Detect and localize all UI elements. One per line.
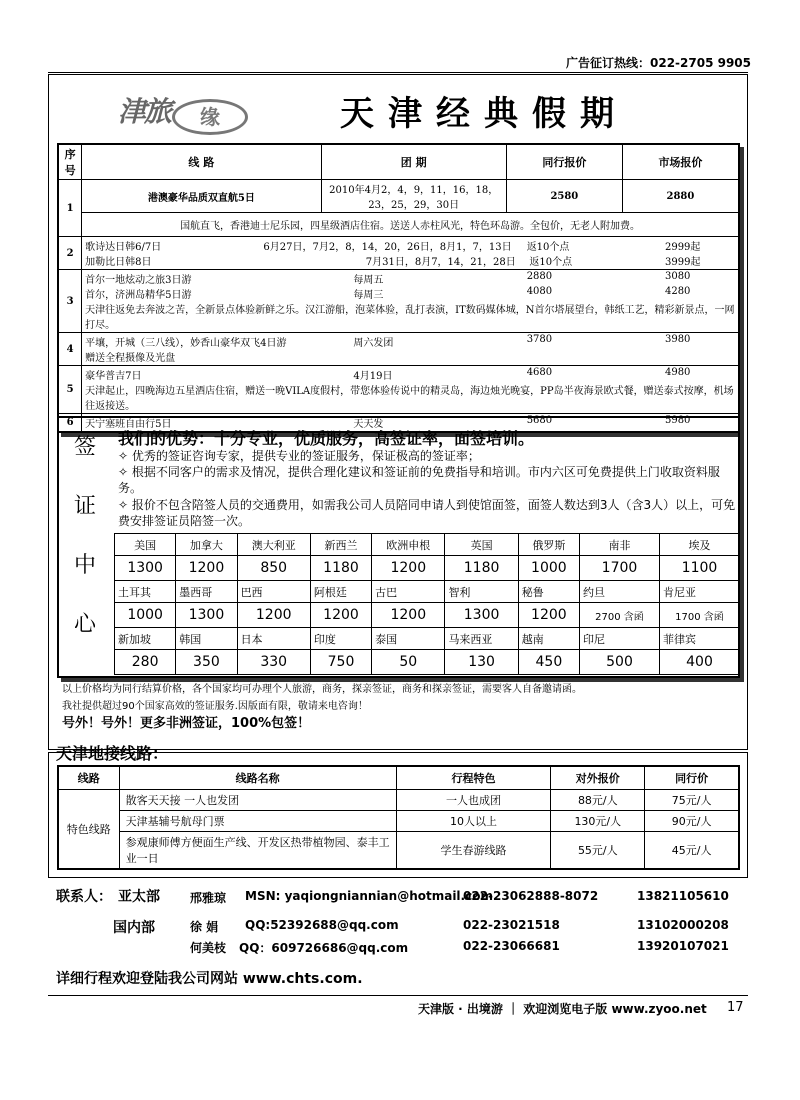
diamond-icon: ✧ bbox=[118, 498, 129, 512]
col-peer-price: 同行报价 bbox=[506, 144, 622, 180]
diamond-icon: ✧ bbox=[118, 465, 129, 479]
contact-im[interactable]: QQ:52392688@qq.com bbox=[245, 918, 399, 932]
visa-price: 1180 bbox=[445, 556, 518, 581]
visa-price: 1000 bbox=[115, 603, 176, 628]
tour-dates: 2010年4月2，4，9，11，16，18，23，25，29，30日 bbox=[321, 180, 506, 213]
visa-price: 1300 bbox=[445, 603, 518, 628]
tour-sub-line bbox=[85, 334, 735, 349]
visa-country: 智利 bbox=[445, 581, 518, 603]
local-row bbox=[58, 790, 739, 811]
website-line[interactable]: 详细行程欢迎登陆我公司网站 www.chts.com. bbox=[56, 971, 363, 987]
tour-route: 平壤，开城（三八线），妙香山豪华双飞4日游 bbox=[85, 338, 287, 349]
visa-country: 俄罗斯 bbox=[518, 534, 579, 556]
visa-price: 330 bbox=[237, 650, 310, 675]
visa-country-row bbox=[115, 628, 740, 650]
col-name: 线路名称 bbox=[119, 766, 396, 790]
contact-name: 徐 娟 bbox=[190, 920, 219, 934]
visa-country: 巴西 bbox=[237, 581, 310, 603]
contacts-label: 联系人： bbox=[56, 889, 112, 905]
visa-price: 1100 bbox=[659, 556, 739, 581]
diamond-icon: ✧ bbox=[118, 449, 129, 463]
local-peer: 90元/人 bbox=[645, 811, 739, 832]
visa-price: 280 bbox=[115, 650, 176, 675]
tour-multi-line bbox=[82, 237, 739, 270]
visa-bullet bbox=[118, 448, 738, 464]
contact-tel: 022-23066681 bbox=[463, 939, 560, 953]
col-line: 线路 bbox=[58, 766, 119, 790]
visa-country: 越南 bbox=[518, 628, 579, 650]
tour-market-price: 2880 bbox=[622, 180, 739, 213]
tour-peer-price: 3780 bbox=[526, 334, 553, 345]
contact-name: 邢雅琼 bbox=[190, 891, 227, 905]
tour-seq: 6 bbox=[58, 414, 82, 433]
tour-multi-line bbox=[82, 270, 739, 333]
col-dates: 团 期 bbox=[321, 144, 506, 180]
tour-peer-price: 返10个点 bbox=[529, 257, 573, 268]
contact-im[interactable]: QQ：609726686@qq.com bbox=[239, 941, 409, 955]
visa-country: 阿根廷 bbox=[310, 581, 371, 603]
tour-desc: 天津起止，四晚海边五星酒店住宿，赠送一晚VILA度假村，带您体验传说中的精灵岛，海边烛光晚宴，PP岛半夜海景欧式餐，赠送泰式按摩，机场往返接送。 bbox=[85, 386, 734, 412]
contact-mobile: 13102000208 bbox=[637, 918, 729, 932]
visa-country-row bbox=[115, 581, 740, 603]
local-feature: 10人以上 bbox=[396, 811, 551, 832]
visa-price: 500 bbox=[580, 650, 660, 675]
contact-name: 何美枝 bbox=[190, 941, 227, 955]
visa-price: 1200 bbox=[237, 603, 310, 628]
tour-multi-line bbox=[82, 333, 739, 366]
contact-im[interactable]: MSN: yaqiongniannian@hotmail.com bbox=[245, 889, 493, 903]
tour-dates: 每周五 bbox=[353, 275, 384, 286]
tour-row bbox=[58, 270, 739, 333]
dept-asia-pacific: 亚太部 bbox=[118, 889, 160, 905]
visa-price: 1200 bbox=[372, 603, 445, 628]
col-feature: 行程特色 bbox=[396, 766, 551, 790]
tour-route: 港澳豪华品质双直航5日 bbox=[82, 180, 321, 213]
visa-country: 欧洲申根 bbox=[372, 534, 445, 556]
tour-dates: 4月19日 bbox=[353, 371, 393, 382]
local-header bbox=[58, 766, 739, 790]
tour-desc: 国航直飞，香港迪士尼乐园，四星级酒店住宿。送送人赤柱风光，特色环岛游。全包价，无老人附加费。 bbox=[82, 213, 739, 237]
visa-price: 1300 bbox=[176, 603, 237, 628]
tour-multi-line bbox=[82, 366, 739, 414]
side-char: 签 bbox=[73, 435, 96, 460]
page-number: 17 bbox=[727, 1000, 744, 1015]
local-group: 特色线路 bbox=[58, 790, 119, 870]
bullet-text: 报价不包含陪签人员的交通费用，如需我公司人员陪同申请人到使馆面签，面签人数达到3人（含3人）以上，可免费安排签证员陪签一次。 bbox=[118, 498, 736, 528]
tour-peer-price: 4680 bbox=[526, 367, 553, 378]
visa-price: 130 bbox=[445, 650, 518, 675]
contact-mobile: 13920107021 bbox=[637, 939, 729, 953]
tour-market-price: 5980 bbox=[664, 415, 691, 426]
visa-country: 肯尼亚 bbox=[659, 581, 739, 603]
tour-sub-line bbox=[85, 271, 735, 286]
tour-row bbox=[58, 237, 739, 270]
local-feature: 一人也成团 bbox=[396, 790, 551, 811]
bullet-text: 优秀的签证咨询专家，提供专业的签证服务，保证极高的签证率； bbox=[131, 449, 480, 463]
side-char: 中 bbox=[73, 553, 96, 578]
visa-country: 土耳其 bbox=[115, 581, 176, 603]
col-route: 线 路 bbox=[82, 144, 321, 180]
tour-seq: 3 bbox=[58, 270, 82, 333]
tour-market-price: 3080 bbox=[664, 271, 691, 282]
visa-price: 1300 bbox=[115, 556, 176, 581]
ad-hotline: 广告征订热线：022-2705 9905 bbox=[566, 56, 752, 70]
visa-country: 泰国 bbox=[372, 628, 445, 650]
tour-route: 首尔一地炫动之旅3日游 bbox=[85, 275, 192, 286]
visa-promo: 号外！号外！更多非洲签证，100%包签！ bbox=[62, 716, 311, 731]
visa-country: 美国 bbox=[115, 534, 176, 556]
visa-country: 新加坡 bbox=[115, 628, 176, 650]
tour-peer-price: 4080 bbox=[526, 286, 553, 297]
contact-mobile: 13821105610 bbox=[637, 889, 729, 903]
tour-desc-row bbox=[58, 213, 739, 237]
visa-price-row bbox=[115, 650, 740, 675]
visa-country: 新西兰 bbox=[310, 534, 371, 556]
visa-country: 埃及 bbox=[659, 534, 739, 556]
visa-country: 英国 bbox=[445, 534, 518, 556]
visa-country-row bbox=[115, 534, 740, 556]
visa-price: 400 bbox=[659, 650, 739, 675]
visa-price: 1200 bbox=[518, 603, 579, 628]
tour-row bbox=[58, 333, 739, 366]
visa-price: 850 bbox=[237, 556, 310, 581]
contact-tel: 022-23021518 bbox=[463, 918, 560, 932]
tour-sub-line bbox=[85, 238, 735, 253]
visa-country: 约旦 bbox=[580, 581, 660, 603]
tour-sub-line bbox=[85, 253, 735, 268]
tour-route-extra: 赠送全程摄像及光盘 bbox=[85, 353, 176, 364]
top-rule bbox=[48, 72, 748, 73]
tour-market-price: 2999起 bbox=[664, 242, 701, 253]
visa-bullet bbox=[118, 497, 738, 529]
visa-side-label bbox=[59, 418, 111, 676]
visa-country: 秘鲁 bbox=[518, 581, 579, 603]
visa-bullet bbox=[118, 464, 738, 496]
page-title: 天津经典假期 bbox=[340, 94, 628, 134]
local-peer: 75元/人 bbox=[645, 790, 739, 811]
tour-seq: 2 bbox=[58, 237, 82, 270]
side-char: 心 bbox=[73, 612, 96, 637]
tour-row bbox=[58, 180, 739, 213]
tour-dates: 6月27日，7月2，8，14，20，26日，8月1，7，13日 bbox=[263, 242, 512, 253]
visa-price: 2700 含函 bbox=[580, 603, 660, 628]
visa-country: 马来西亚 bbox=[445, 628, 518, 650]
visa-country: 菲律宾 bbox=[659, 628, 739, 650]
bullet-text: 根据不同客户的需求及情况，提供合理化建议和签证前的免费指导和培训。市内六区可免费提供上门收取资料服务。 bbox=[118, 465, 720, 495]
visa-price: 1200 bbox=[372, 556, 445, 581]
col-market-price: 市场报价 bbox=[622, 144, 739, 180]
tour-route: 豪华普吉7日 bbox=[85, 371, 142, 382]
visa-country: 印度 bbox=[310, 628, 371, 650]
footer-rule bbox=[48, 995, 748, 996]
local-feature: 学生春游线路 bbox=[396, 832, 551, 870]
side-char: 证 bbox=[73, 494, 96, 519]
local-tours-title: 天津地接线路： bbox=[56, 744, 169, 763]
tour-market-price: 4280 bbox=[664, 286, 691, 297]
visa-headline: 我们的优势：十分专业，优质服务，高签证率，面签培训。 bbox=[118, 429, 535, 448]
visa-country: 印尼 bbox=[580, 628, 660, 650]
visa-price: 350 bbox=[176, 650, 237, 675]
visa-country: 南非 bbox=[580, 534, 660, 556]
tour-route: 加勒比日韩8日 bbox=[85, 257, 152, 268]
local-retail: 130元/人 bbox=[551, 811, 645, 832]
local-tours-table bbox=[57, 765, 740, 870]
brand-logo bbox=[118, 90, 283, 132]
local-name: 散客天天接 一人也发团 bbox=[119, 790, 396, 811]
visa-price-row bbox=[115, 556, 740, 581]
logo-mark-icon: 缘 bbox=[172, 99, 248, 135]
tour-peer-price: 2580 bbox=[506, 180, 622, 213]
col-seq: 序号 bbox=[58, 144, 82, 180]
footer-text: 天津版 · 出境游 ｜ 欢迎浏览电子版 www.zyoo.net bbox=[418, 1002, 707, 1016]
logo-text: 津旅 bbox=[118, 95, 171, 128]
dept-domestic: 国内部 bbox=[113, 920, 155, 936]
tour-desc: 天津往返免去奔波之苦，全新景点体验新鲜之乐。汉江游船，泡菜体验，乱打表演，IT数码媒体城，N首尔塔展望台，韩纸工艺，精彩新景点，一网打尽。 bbox=[85, 305, 735, 331]
tour-peer-price: 5680 bbox=[526, 415, 553, 426]
tour-dates: 每周三 bbox=[353, 290, 384, 301]
tour-seq: 4 bbox=[58, 333, 82, 366]
tour-market-price: 3999起 bbox=[665, 257, 701, 268]
tour-route: 歌诗达日韩6/7日 bbox=[85, 242, 162, 253]
visa-country: 墨西哥 bbox=[176, 581, 237, 603]
col-retail: 对外报价 bbox=[551, 766, 645, 790]
visa-price: 1700 含函 bbox=[659, 603, 739, 628]
visa-price: 1200 bbox=[310, 603, 371, 628]
visa-price: 750 bbox=[310, 650, 371, 675]
local-row bbox=[58, 811, 739, 832]
tour-route: 天宁塞班自由行5日 bbox=[85, 419, 172, 430]
tour-market-price: 4980 bbox=[664, 367, 691, 378]
tour-dates: 天天发 bbox=[353, 419, 384, 430]
visa-price: 50 bbox=[372, 650, 445, 675]
visa-country: 古巴 bbox=[372, 581, 445, 603]
tour-sub-line bbox=[85, 367, 735, 382]
visa-price: 1000 bbox=[518, 556, 579, 581]
visa-price: 1180 bbox=[310, 556, 371, 581]
tour-row bbox=[58, 366, 739, 414]
tour-peer-price: 2880 bbox=[526, 271, 553, 282]
tour-sub-line bbox=[85, 286, 735, 301]
contact-tel: 022-23062888-8072 bbox=[463, 889, 599, 903]
local-retail: 88元/人 bbox=[551, 790, 645, 811]
local-row bbox=[58, 832, 739, 870]
local-peer: 45元/人 bbox=[645, 832, 739, 870]
visa-note: 以上价格均为同行结算价格，各个国家均可办理个人旅游，商务，探亲签证，商务和探亲签证，需要客人自备邀请函。 bbox=[62, 684, 582, 695]
tour-dates: 7月31日，8月7，14，21，28日 bbox=[365, 257, 516, 268]
tour-table-header bbox=[58, 144, 739, 180]
local-retail: 55元/人 bbox=[551, 832, 645, 870]
col-peer: 同行价 bbox=[645, 766, 739, 790]
visa-country: 加拿大 bbox=[176, 534, 237, 556]
visa-price: 1200 bbox=[176, 556, 237, 581]
local-name: 天津基辅号航母门票 bbox=[119, 811, 396, 832]
visa-price-grid bbox=[114, 533, 740, 675]
tour-seq: 5 bbox=[58, 366, 82, 414]
tour-peer-price: 返10个点 bbox=[526, 242, 570, 253]
visa-note: 我社提供超过90个国家高效的签证服务.因版面有限，敬请来电咨询！ bbox=[62, 701, 368, 712]
tour-dates: 周六发团 bbox=[353, 338, 394, 349]
tour-route: 首尔，济洲岛精华5日游 bbox=[85, 290, 192, 301]
visa-country: 日本 bbox=[237, 628, 310, 650]
tour-seq: 1 bbox=[58, 180, 82, 237]
tour-market-price: 3980 bbox=[664, 334, 691, 345]
tour-table bbox=[57, 143, 740, 433]
visa-price-row bbox=[115, 603, 740, 628]
visa-country: 韩国 bbox=[176, 628, 237, 650]
visa-price: 1700 bbox=[580, 556, 660, 581]
visa-country: 澳大利亚 bbox=[237, 534, 310, 556]
local-name: 参观康师傅方便面生产线、开发区热带植物园、泰丰工业一日 bbox=[119, 832, 396, 870]
visa-price: 450 bbox=[518, 650, 579, 675]
